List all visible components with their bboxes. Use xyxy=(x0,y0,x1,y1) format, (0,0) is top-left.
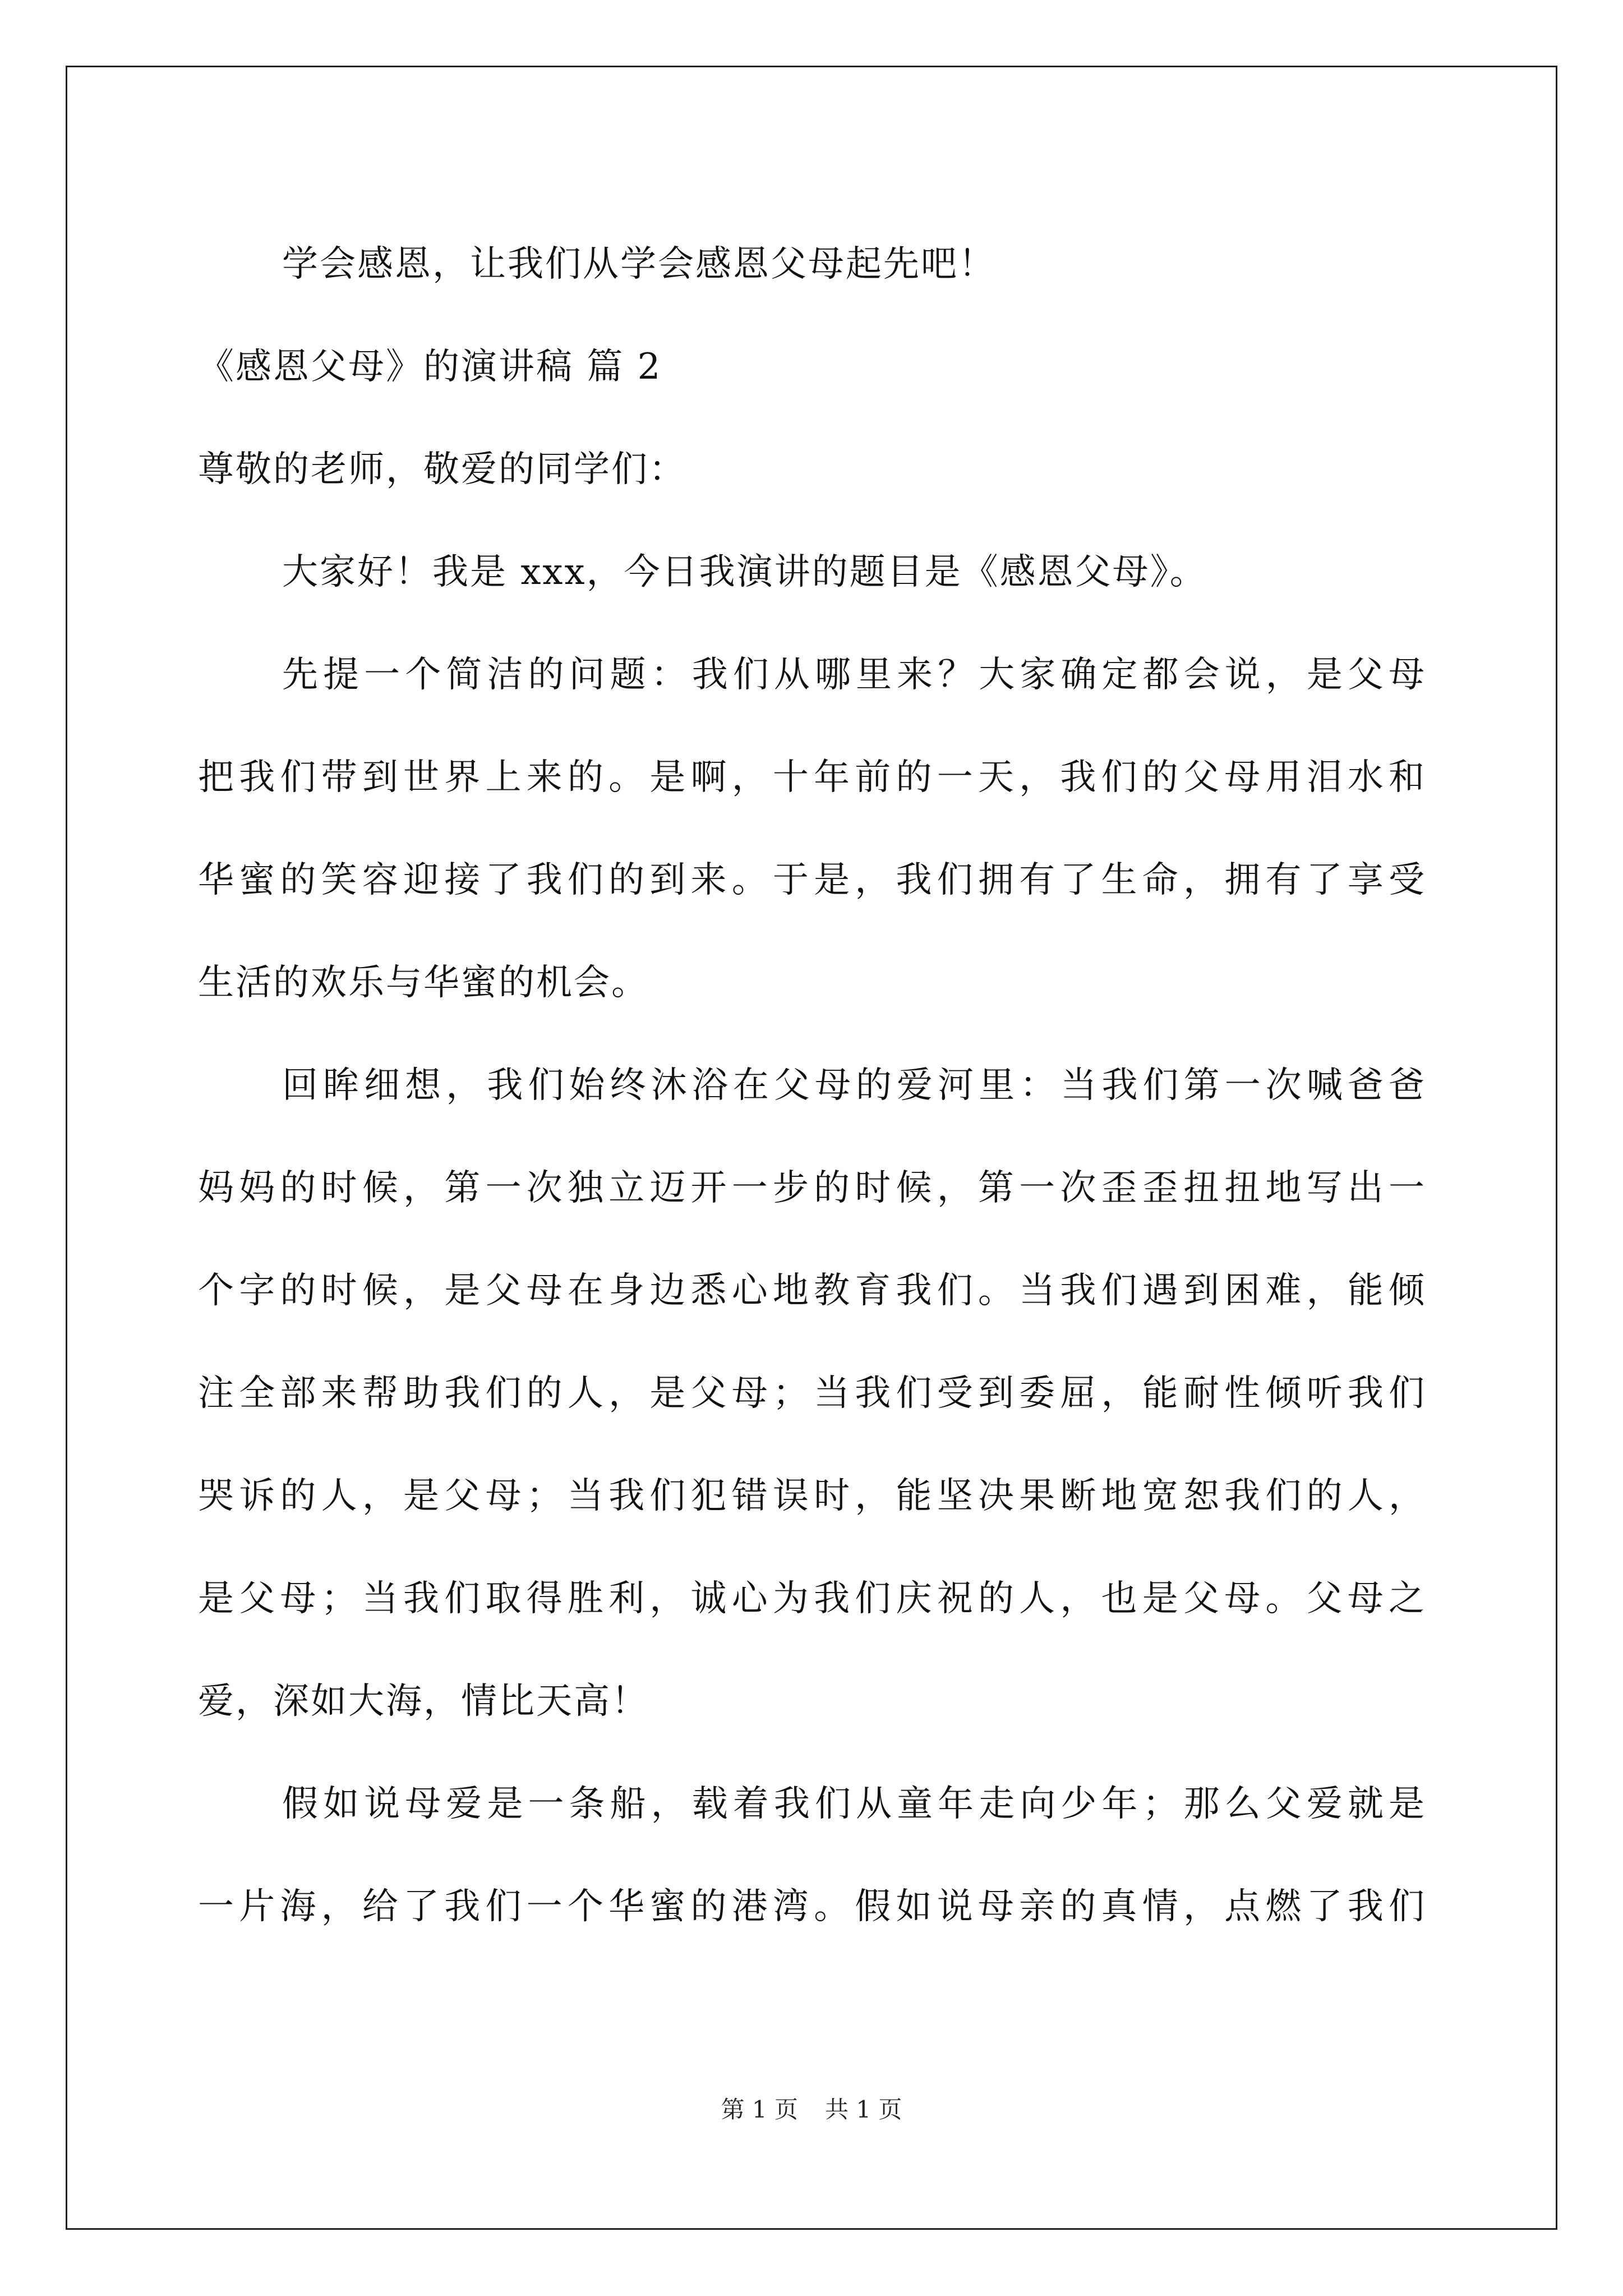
paragraph-line: 假如说母爱是一条船，载着我们从童年走向少年；那么父爱就是 xyxy=(282,1783,1426,1825)
section-heading: 《感恩父母》的演讲稿 篇 2 xyxy=(198,346,662,388)
page-footer xyxy=(0,2091,1623,2125)
page-total: 共 1 页 xyxy=(825,2096,902,2123)
paragraph-line: 先提一个简洁的问题：我们从哪里来？大家确定都会说，是父母 xyxy=(282,654,1426,696)
paragraph-line: 华蜜的笑容迎接了我们的到来。于是，我们拥有了生命，拥有了享受 xyxy=(198,859,1426,901)
closing-line: 学会感恩，让我们从学会感恩父母起先吧！ xyxy=(282,243,996,285)
paragraph-line: 一片海，给了我们一个华蜜的港湾。假如说母亲的真情，点燃了我们 xyxy=(198,1886,1426,1927)
paragraph-line: 个字的时候，是父母在身边悉心地教育我们。当我们遇到困难，能倾 xyxy=(198,1270,1426,1312)
paragraph-line: 妈妈的时候，第一次独立迈开一步的时候，第一次歪歪扭扭地写出一 xyxy=(198,1167,1426,1209)
paragraph-line: 回眸细想，我们始终沐浴在父母的爱河里：当我们第一次喊爸爸 xyxy=(282,1065,1426,1106)
document-body xyxy=(198,213,1426,1958)
greeting-line: 大家好！我是 xxx，今日我演讲的题目是《感恩父母》。 xyxy=(282,551,1207,593)
paragraph-line: 生活的欢乐与华蜜的机会。 xyxy=(198,962,649,1004)
paragraph-line: 是父母；当我们取得胜利，诚心为我们庆祝的人，也是父母。父母之 xyxy=(198,1578,1426,1619)
paragraph-line: 注全部来帮助我们的人，是父母；当我们受到委屈，能耐性倾听我们 xyxy=(198,1373,1426,1414)
salutation: 尊敬的老师，敬爱的同学们： xyxy=(198,449,686,490)
paragraph-line: 把我们带到世界上来的。是啊，十年前的一天，我们的父母用泪水和 xyxy=(198,757,1426,798)
paragraph-line: 哭诉的人，是父母；当我们犯错误时，能坚决果断地宽恕我们的人， xyxy=(198,1475,1426,1517)
paragraph-line: 爱，深如大海，情比天高！ xyxy=(198,1681,649,1722)
page-number: 第 1 页 xyxy=(721,2096,798,2123)
